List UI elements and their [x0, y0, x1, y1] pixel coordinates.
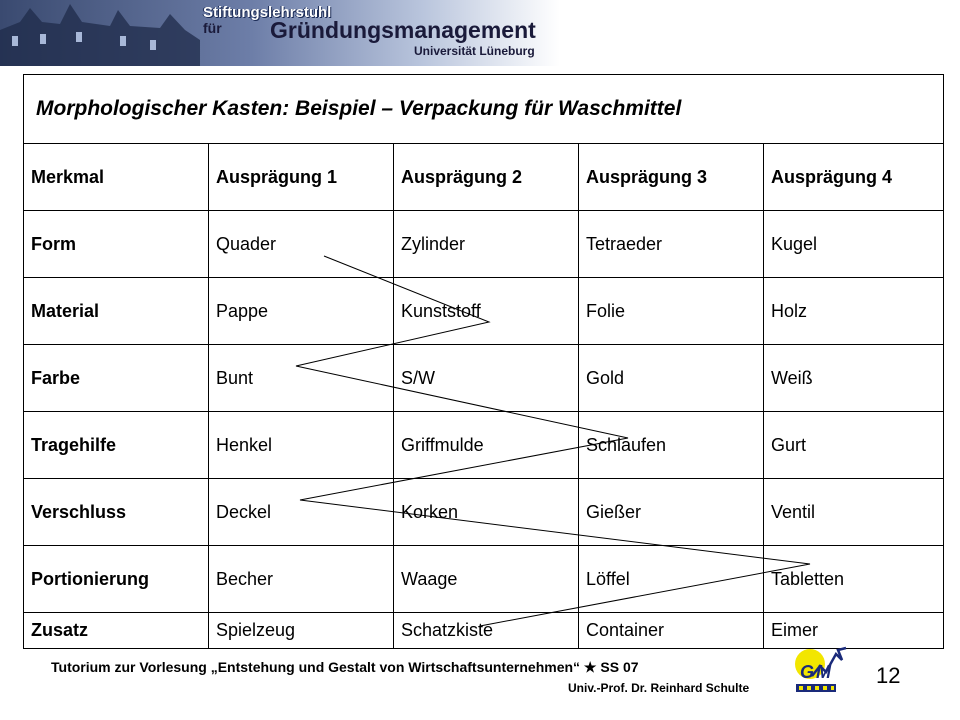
table-cell: Gurt	[764, 412, 944, 479]
table-cell: Quader	[209, 211, 394, 278]
column-header: Ausprägung 3	[579, 144, 764, 211]
table-cell: Waage	[394, 546, 579, 613]
table-row	[24, 613, 944, 649]
table-cell: Deckel	[209, 479, 394, 546]
table-cell: Griffmulde	[394, 412, 579, 479]
table-cell: Zylinder	[394, 211, 579, 278]
table-row	[24, 278, 944, 345]
table-cell: Schatzkiste	[394, 613, 579, 649]
table-row	[24, 479, 944, 546]
table-cell: Container	[579, 613, 764, 649]
row-label: Farbe	[24, 345, 209, 412]
table-cell: Gold	[579, 345, 764, 412]
row-label: Verschluss	[24, 479, 209, 546]
table-cell: Tetraeder	[579, 211, 764, 278]
row-label: Material	[24, 278, 209, 345]
table-cell: Kunststoff	[394, 278, 579, 345]
column-header: Ausprägung 1	[209, 144, 394, 211]
table-row	[24, 546, 944, 613]
table-cell: Becher	[209, 546, 394, 613]
gm-logo	[786, 646, 852, 694]
table-row	[24, 345, 944, 412]
table-cell: Schlaufen	[579, 412, 764, 479]
title-row	[24, 75, 944, 144]
column-header: Ausprägung 4	[764, 144, 944, 211]
table-cell: S/W	[394, 345, 579, 412]
banner-for: für	[203, 20, 222, 36]
svg-text:G: G	[800, 662, 815, 682]
row-label: Portionierung	[24, 546, 209, 613]
header-row	[24, 144, 944, 211]
table-cell: Folie	[579, 278, 764, 345]
footer-professor: Univ.-Prof. Dr. Reinhard Schulte	[568, 681, 750, 695]
morphological-box-table	[23, 74, 944, 649]
table-cell: Weiß	[764, 345, 944, 412]
table-cell: Tabletten	[764, 546, 944, 613]
banner-university: Universität Lüneburg	[414, 44, 535, 58]
table-row	[24, 412, 944, 479]
table-cell: Henkel	[209, 412, 394, 479]
page-number: 12	[876, 663, 901, 688]
slide-title: Morphologischer Kasten: Beispiel – Verpackung für Waschmittel	[24, 75, 944, 144]
table-cell: Löffel	[579, 546, 764, 613]
row-label: Tragehilfe	[24, 412, 209, 479]
header-banner	[0, 0, 560, 66]
column-header: Ausprägung 2	[394, 144, 579, 211]
table-row	[24, 211, 944, 278]
svg-text:M: M	[816, 662, 831, 682]
footer-lecture-title: Tutorium zur Vorlesung „Entstehung und Gestalt von Wirtschaftsunternehmen“ ★ SS 07	[51, 659, 639, 675]
row-label: Form	[24, 211, 209, 278]
table-cell: Pappe	[209, 278, 394, 345]
table-cell: Bunt	[209, 345, 394, 412]
table-cell: Korken	[394, 479, 579, 546]
table-cell: Ventil	[764, 479, 944, 546]
table-cell: Holz	[764, 278, 944, 345]
row-label: Zusatz	[24, 613, 209, 649]
column-header: Merkmal	[24, 144, 209, 211]
table-cell: Eimer	[764, 613, 944, 649]
banner-chair-name: Stiftungslehrstuhl	[203, 4, 332, 21]
banner-subject: Gründungsmanagement	[270, 17, 536, 43]
table-cell: Gießer	[579, 479, 764, 546]
table-cell: Spielzeug	[209, 613, 394, 649]
table-cell: Kugel	[764, 211, 944, 278]
